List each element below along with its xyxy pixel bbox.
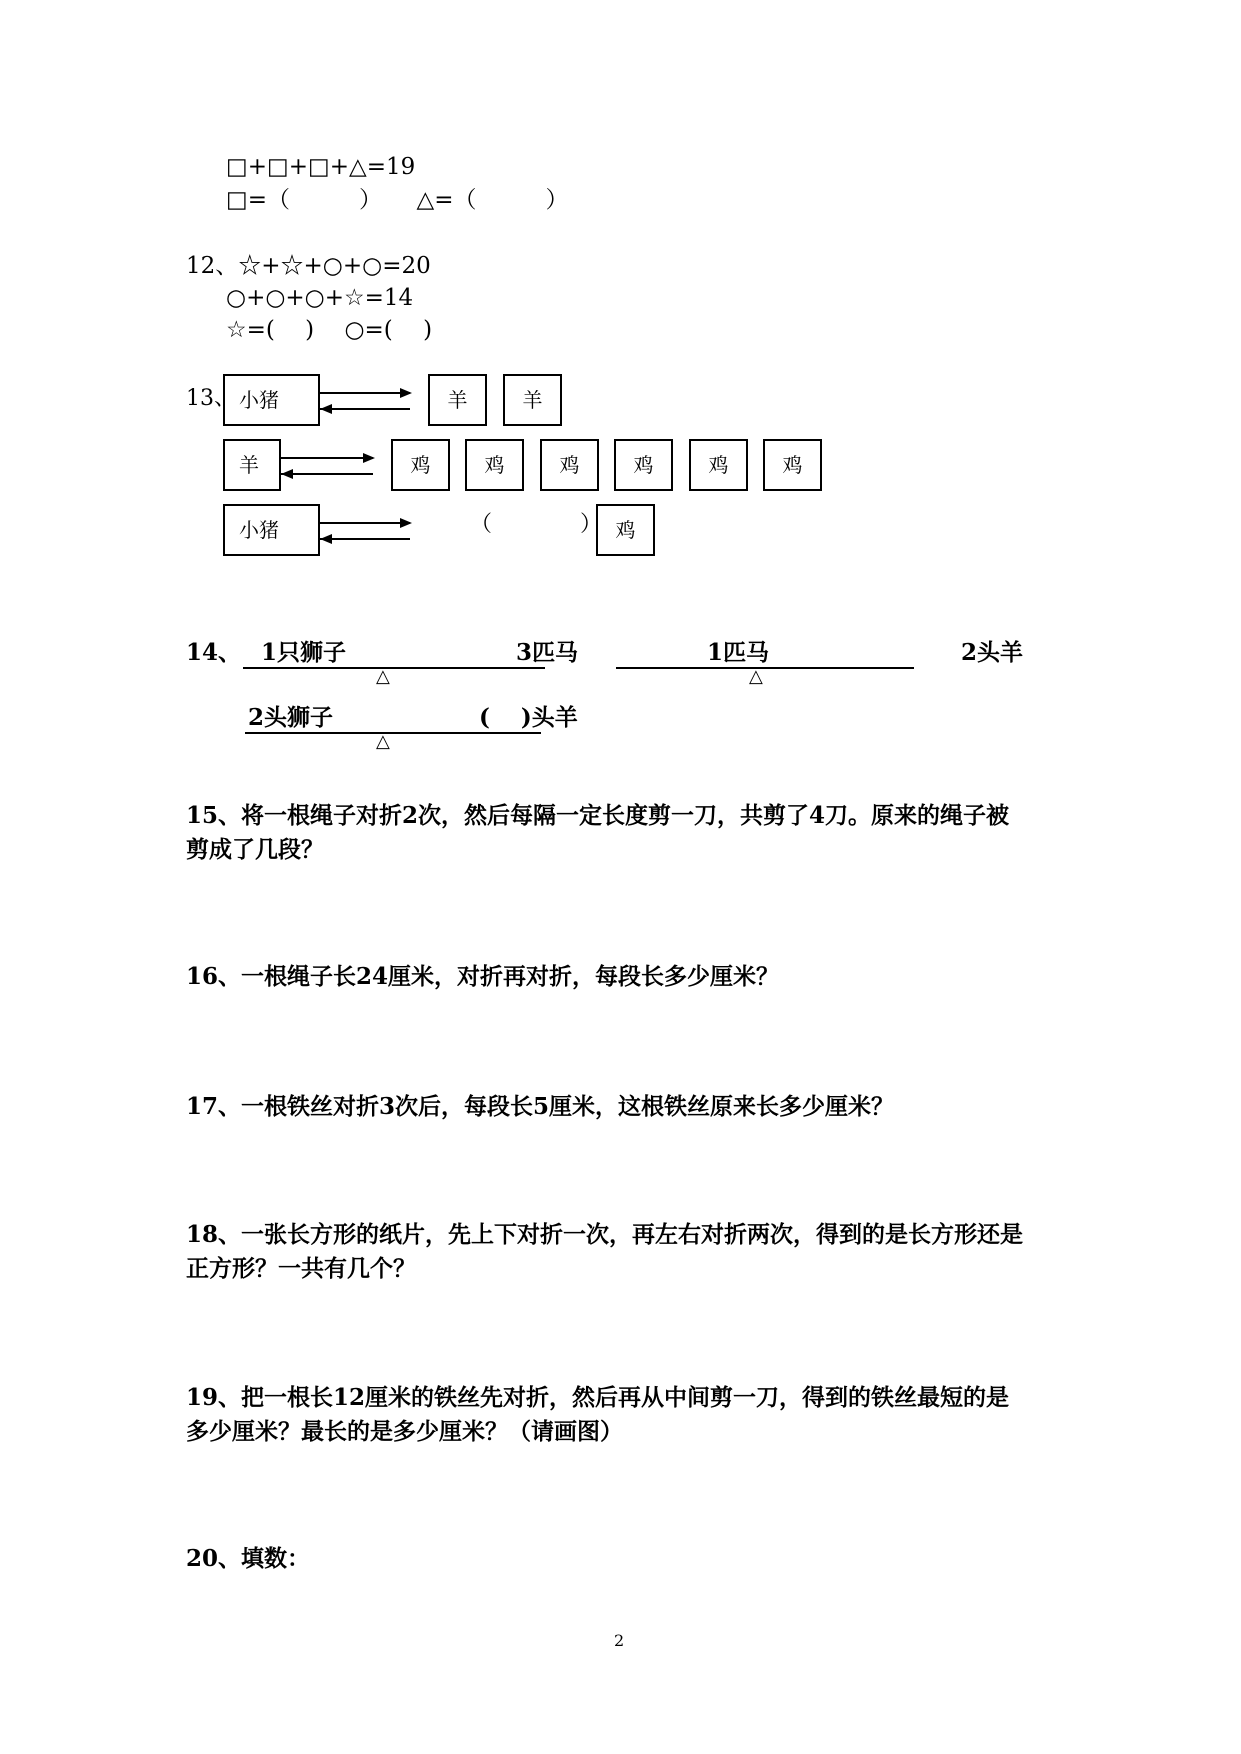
q13-row3-left-box <box>223 504 320 556</box>
q14-scale1-right: 3匹马 <box>516 639 579 666</box>
q13-row3-arrowhead-left <box>320 534 332 544</box>
q13-row2-left-box <box>223 439 281 491</box>
q14-scale2-right: 2头羊 <box>961 639 1024 666</box>
q13-row2-box-3 <box>540 439 599 491</box>
q13-row1-label-2: 羊 <box>522 388 543 412</box>
q13-row1-left-box <box>223 374 320 426</box>
q13-row1-box-2 <box>503 374 562 426</box>
q13-row3-arrow-right <box>320 522 410 524</box>
q18-line-2: 正方形？一共有几个？ <box>186 1255 416 1282</box>
q13-row2-label-4: 鸡 <box>633 453 654 477</box>
q14-scale2-left: 1匹马 <box>707 639 770 666</box>
q14-scale2-beam <box>616 667 914 669</box>
q13-row1-left-label: 小猪 <box>239 388 279 412</box>
q13-row2-arrowhead-left <box>281 469 293 479</box>
q13-row3-arrowhead-right <box>400 518 412 528</box>
q14-scale3-left: 2头狮子 <box>248 704 334 731</box>
q13-row2-box-2 <box>465 439 524 491</box>
q19-line-1: 19、把一根长12厘米的铁丝先对折，然后再从中间剪一刀，得到的铁丝最短的是 <box>186 1384 1010 1411</box>
q13-row2-box-5 <box>689 439 748 491</box>
q11-answer-line: □=（ ） △=（ ） <box>226 187 569 213</box>
q13-row2-arrow-right <box>281 457 373 459</box>
q13-row1-label-1: 羊 <box>447 388 468 412</box>
q15-line-2: 剪成了几段？ <box>186 836 324 863</box>
q13-row2-left-label: 羊 <box>239 453 259 477</box>
q13-row2-box-4 <box>614 439 673 491</box>
q12-equation-2: ○+○+○+☆=14 <box>226 285 414 311</box>
q13-row1-arrow-left <box>320 408 410 410</box>
q13-row2-box-1 <box>391 439 450 491</box>
q13-row2-label-5: 鸡 <box>708 453 729 477</box>
q13-row1-arrow-right <box>320 392 410 394</box>
q17-line-1: 17、一根铁丝对折3次后，每段长5厘米，这根铁丝原来长多少厘米？ <box>186 1093 895 1120</box>
q13-row3-arrow-left <box>320 538 410 540</box>
page-number: 2 <box>614 1631 625 1650</box>
q13-row3-blank: （ ） <box>470 512 603 537</box>
q12-equation-1: 12、☆+☆+○+○=20 <box>186 253 431 279</box>
q14-scale1-fulcrum: △ <box>376 666 390 687</box>
q14-scale3-fulcrum: △ <box>376 731 390 752</box>
q14-number: 14、 <box>186 639 242 666</box>
q13-row2-label-3: 鸡 <box>559 453 580 477</box>
q13-row2-arrow-left <box>281 473 373 475</box>
q13-row2-box-6 <box>763 439 822 491</box>
q18-line-1: 18、一张长方形的纸片，先上下对折一次，再左右对折两次，得到的是长方形还是 <box>186 1221 1024 1248</box>
q14-scale2-fulcrum: △ <box>749 666 763 687</box>
q14-scale1-left: 1只狮子 <box>261 639 347 666</box>
q16-line-1: 16、一根绳子长24厘米，对折再对折，每段长多少厘米？ <box>186 963 780 990</box>
q13-row3-box <box>596 504 655 556</box>
q13-row1-arrowhead-left <box>320 404 332 414</box>
q14-scale3-beam <box>245 732 541 734</box>
q14-scale3-right: ( )头羊 <box>479 704 578 731</box>
q13-row2-label-6: 鸡 <box>782 453 803 477</box>
q13-row1-box-1 <box>428 374 487 426</box>
q13-number: 13、 <box>186 386 236 411</box>
q13-row2-label-1: 鸡 <box>410 453 431 477</box>
q11-equation-1: □+□+□+△=19 <box>226 154 416 180</box>
q13-row1-arrowhead-right <box>400 388 412 398</box>
q12-answer-line: ☆=( ) ○=( ) <box>226 317 433 343</box>
q19-line-2: 多少厘米？最长的是多少厘米？（请画图） <box>186 1418 623 1445</box>
q14-scale1-beam <box>243 667 545 669</box>
q20-line-1: 20、填数： <box>186 1545 311 1572</box>
q13-row2-arrowhead-right <box>363 453 375 463</box>
q15-line-1: 15、将一根绳子对折2次，然后每隔一定长度剪一刀，共剪了4刀。原来的绳子被 <box>186 802 1010 829</box>
q13-row3-left-label: 小猪 <box>239 518 279 542</box>
q13-row2-label-2: 鸡 <box>484 453 505 477</box>
q13-row3-label: 鸡 <box>615 518 636 542</box>
